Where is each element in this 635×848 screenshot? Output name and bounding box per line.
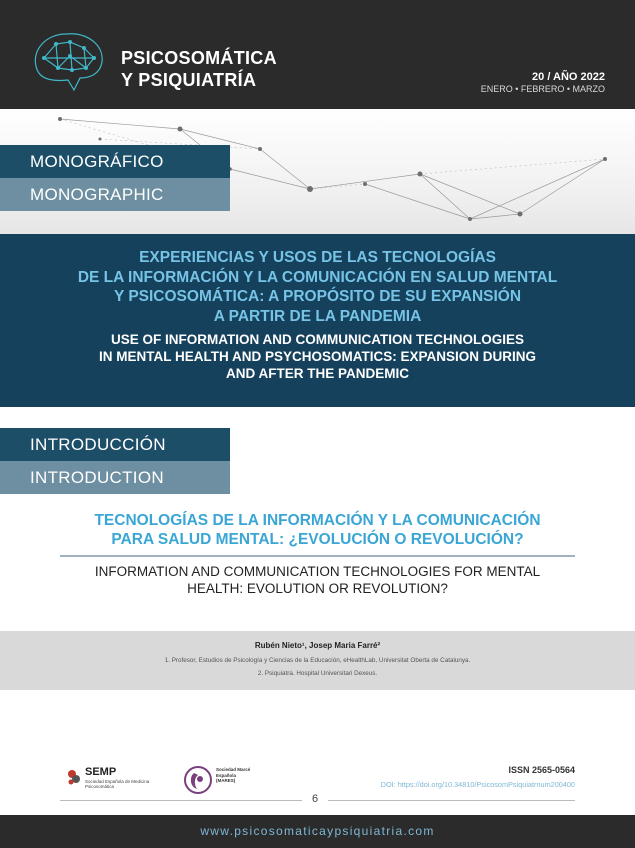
tag-monograph-en: MONOGRAPHIC bbox=[0, 178, 230, 211]
title-es-line: EXPERIENCIAS Y USOS DE LAS TECNOLOGÍAS bbox=[139, 249, 496, 266]
issue-info bbox=[481, 71, 605, 95]
doi-link[interactable]: DOI: https://doi.org/10.34810/PsicosomPsiquiatrnum200400 bbox=[380, 780, 575, 789]
affiliation-1: 1. Profesor, Estudios de Psicología y Ciencias de la Educación, eHealthLab, Universitat Oberta de Catalunya. bbox=[164, 657, 471, 664]
title-es-line: Y PSICOSOMÁTICA: A PROPÓSITO DE SU EXPANSIÓN bbox=[113, 288, 522, 305]
title-es-line: DE LA INFORMACIÓN Y LA COMUNICACIÓN EN SALUD MENTAL bbox=[77, 268, 558, 286]
title-es-line: A PARTIR DE LA PANDEMIA bbox=[213, 307, 422, 325]
title-en-line: USE OF INFORMATION AND COMMUNICATION TECHNOLOGIES bbox=[111, 332, 524, 347]
journal-title-line1: PSICOSOMÁTICA bbox=[121, 48, 277, 68]
article-title-es bbox=[20, 248, 615, 326]
affiliation-2: 2. Psiquiatra. Hospital Universitari Dexeus. bbox=[257, 670, 378, 677]
section-title-es-line: PARA SALUD MENTAL: ¿EVOLUCIÓN O REVOLUCIÓN? bbox=[111, 531, 524, 548]
brain-network-icon bbox=[28, 28, 108, 98]
page-number: 6 bbox=[311, 793, 319, 805]
issue-months: ENERO • FEBRERO • MARZO bbox=[480, 84, 605, 94]
issue-number: 20 / AÑO 2022 bbox=[532, 71, 605, 83]
website-link[interactable]: www.psicosomaticaypsiquiatria.com bbox=[200, 824, 435, 838]
title-en-line: IN MENTAL HEALTH AND PSYCHOSOMATICS: EXPANSION DURING bbox=[98, 349, 536, 364]
semp-full-name: Sociedad Española de Medicina Psicosomática bbox=[85, 779, 150, 790]
journal-title bbox=[121, 47, 381, 91]
title-en-line: AND AFTER THE PANDEMIC bbox=[226, 366, 409, 381]
article-title-en bbox=[20, 331, 615, 382]
section-title-en-line: INFORMATION AND COMMUNICATION TECHNOLOGIES FOR MENTAL bbox=[94, 564, 541, 579]
author-list: Rubén Nieto¹, Josep Maria Farré² bbox=[254, 641, 381, 650]
smem-full-name: Sociedad Marcé Española (MARES) bbox=[216, 767, 251, 783]
section-title-en-line: HEALTH: EVOLUTION OR REVOLUTION? bbox=[187, 581, 448, 596]
tag-introduction-en: INTRODUCTION bbox=[0, 461, 230, 494]
smem-logo bbox=[183, 765, 253, 795]
semp-emblem-icon bbox=[66, 768, 82, 786]
page-rule-left bbox=[60, 800, 302, 801]
page-rule-right bbox=[328, 800, 575, 801]
smem-emblem-icon bbox=[183, 765, 213, 795]
semp-abbreviation: SEMP bbox=[85, 766, 117, 778]
issn: ISSN 2565-0564 bbox=[508, 765, 575, 775]
journal-title-line2: Y PSIQUIATRÍA bbox=[121, 70, 257, 90]
section-title-en bbox=[60, 563, 575, 597]
semp-logo bbox=[66, 766, 156, 796]
section-title-es bbox=[60, 511, 575, 549]
section-divider bbox=[60, 555, 575, 557]
tag-introduction-es: INTRODUCCIÓN bbox=[0, 428, 230, 461]
tag-monograph-es: MONOGRÁFICO bbox=[0, 145, 230, 178]
section-title-es-line: TECNOLOGÍAS DE LA INFORMACIÓN Y LA COMUNICACIÓN bbox=[94, 512, 541, 529]
